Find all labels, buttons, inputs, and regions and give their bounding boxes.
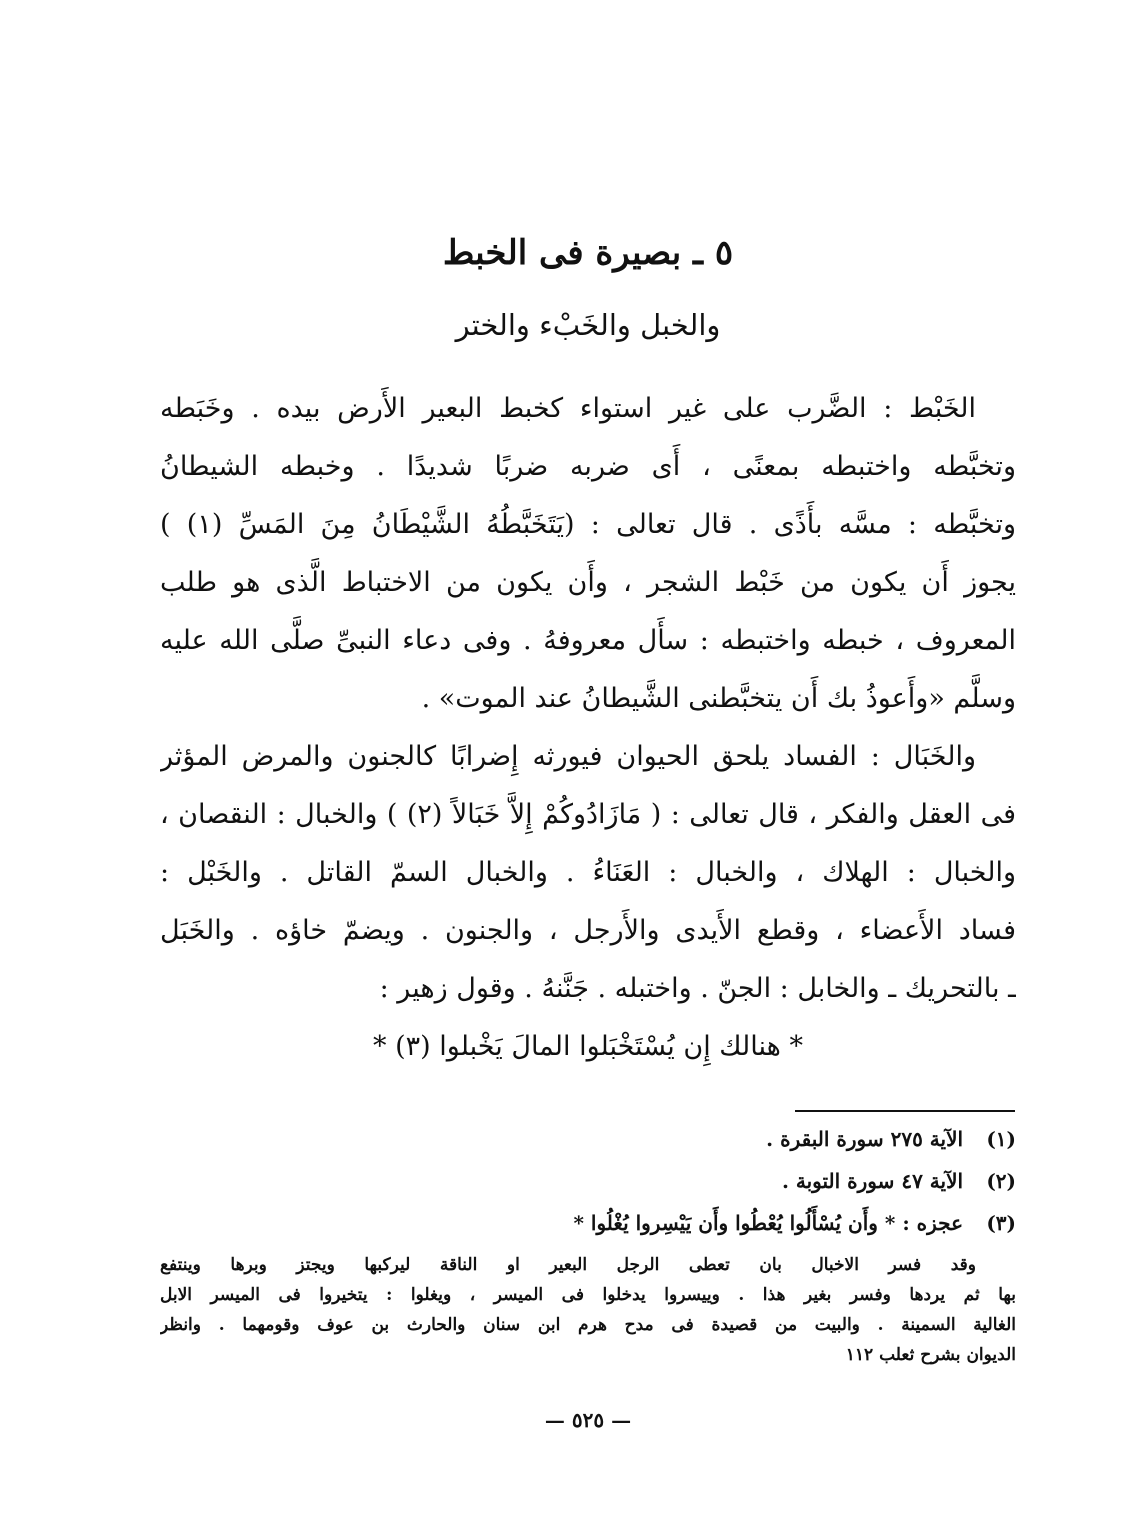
footnote-number: (٣): [986, 1211, 1016, 1235]
footnotes: [160, 1118, 1016, 1370]
body-line: فساد الأَعضاء ، وقطع الأَيدى والأَرجل ، والجنون . ويضمّ خاؤه . والخَبَل: [160, 915, 1016, 946]
footnote: [160, 1202, 1016, 1244]
footnote-text: الآية ٤٧ سورة التوبة .: [781, 1169, 964, 1193]
note-line: وقد فسر الاخبال بان تعطى الرجل البعير او الناقة ليركبها ويجتز وبرها وينتفع: [160, 1255, 976, 1275]
body-line: المعروف ، خبطه واختبطه : سأَل معروفهُ . وفى دعاء النبىِّ صلَّى الله عليه: [160, 625, 1016, 656]
footnote-text: عجزه : * وأَن يُسْأَلُوا يُعْطُوا وأَن يَيْسِروا يُغْلُوا *: [573, 1211, 964, 1235]
body-line: والخَبَال : الفساد يلحق الحيوان فيورثه إِضرابًا كالجنون والمرض المؤثر: [160, 741, 976, 772]
footnote: [160, 1118, 1016, 1160]
section-subheading: والخبل والخَبْء والختر: [455, 308, 721, 342]
footnote-divider: [795, 1110, 1015, 1112]
footnote-number: (٢): [986, 1169, 1016, 1193]
body-line: يجوز أَن يكون من خَبْط الشجر ، وأَن يكون من الاختباط الَّذى هو طلب: [160, 567, 1016, 598]
note-line: الديوان بشرح ثعلب ١١٢: [845, 1345, 1016, 1365]
body-line: فى العقل والفكر ، قال تعالى : ( مَازَادُوكُمْ إِلاَّ خَبَالاً (٢) ) والخبال : النقصان ،: [160, 799, 1016, 830]
footnote-text: الآية ٢٧٥ سورة البقرة .: [766, 1127, 964, 1151]
body-line: وتخبَّطه : مسَّه بأَذًى . قال تعالى : (يَتَخَبَّطُهُ الشَّيْطَانُ مِنَ المَسِّ (١) ): [160, 509, 1016, 540]
footnote: [160, 1160, 1016, 1202]
body-line: والخبال : الهلاك ، والخبال : العَنَاءُ . والخبال السمّ القاتل . والخَبْل :: [160, 857, 1016, 888]
footnote-number: (١): [986, 1127, 1016, 1151]
body-text: [160, 380, 1016, 1076]
body-line: ـ بالتحريك ـ والخابل : الجنّ . واختبله . جَنَّنهُ . وقول زهير :: [379, 973, 1016, 1004]
body-line: وسلَّم «وأَعوذُ بك أَن يتخبَّطنى الشَّيطانُ عند الموت» .: [421, 683, 1016, 714]
body-line: الخَبْط : الضَّرب على غير استواء كخبط البعير الأَرض بيده . وخَبَطه: [160, 393, 976, 424]
note-line: بها ثم يردها وفسر بغير هذا . وييسروا يدخلوا فى الميسر ، ويغلوا : يتخيروا فى الميسر الابل: [160, 1285, 1016, 1305]
note-line: الغالية السمينة . والبيت من قصيدة فى مدح هرم ابن سنان والحارث بن عوف وقومهما . وانظر: [160, 1315, 1016, 1335]
section-heading: ٥ ـ بصيرة فى الخبط: [442, 233, 734, 273]
page-number: — ٥٢٥ —: [544, 1408, 632, 1432]
verse-line: * هنالك إِن يُسْتَخْبَلوا المالَ يَخْبلوا (٣) *: [373, 1031, 803, 1062]
body-line: وتخبَّطه واختبطه بمعنًى ، أَى ضربه ضربًا شديدًا . وخبطه الشيطانُ: [160, 451, 1016, 482]
